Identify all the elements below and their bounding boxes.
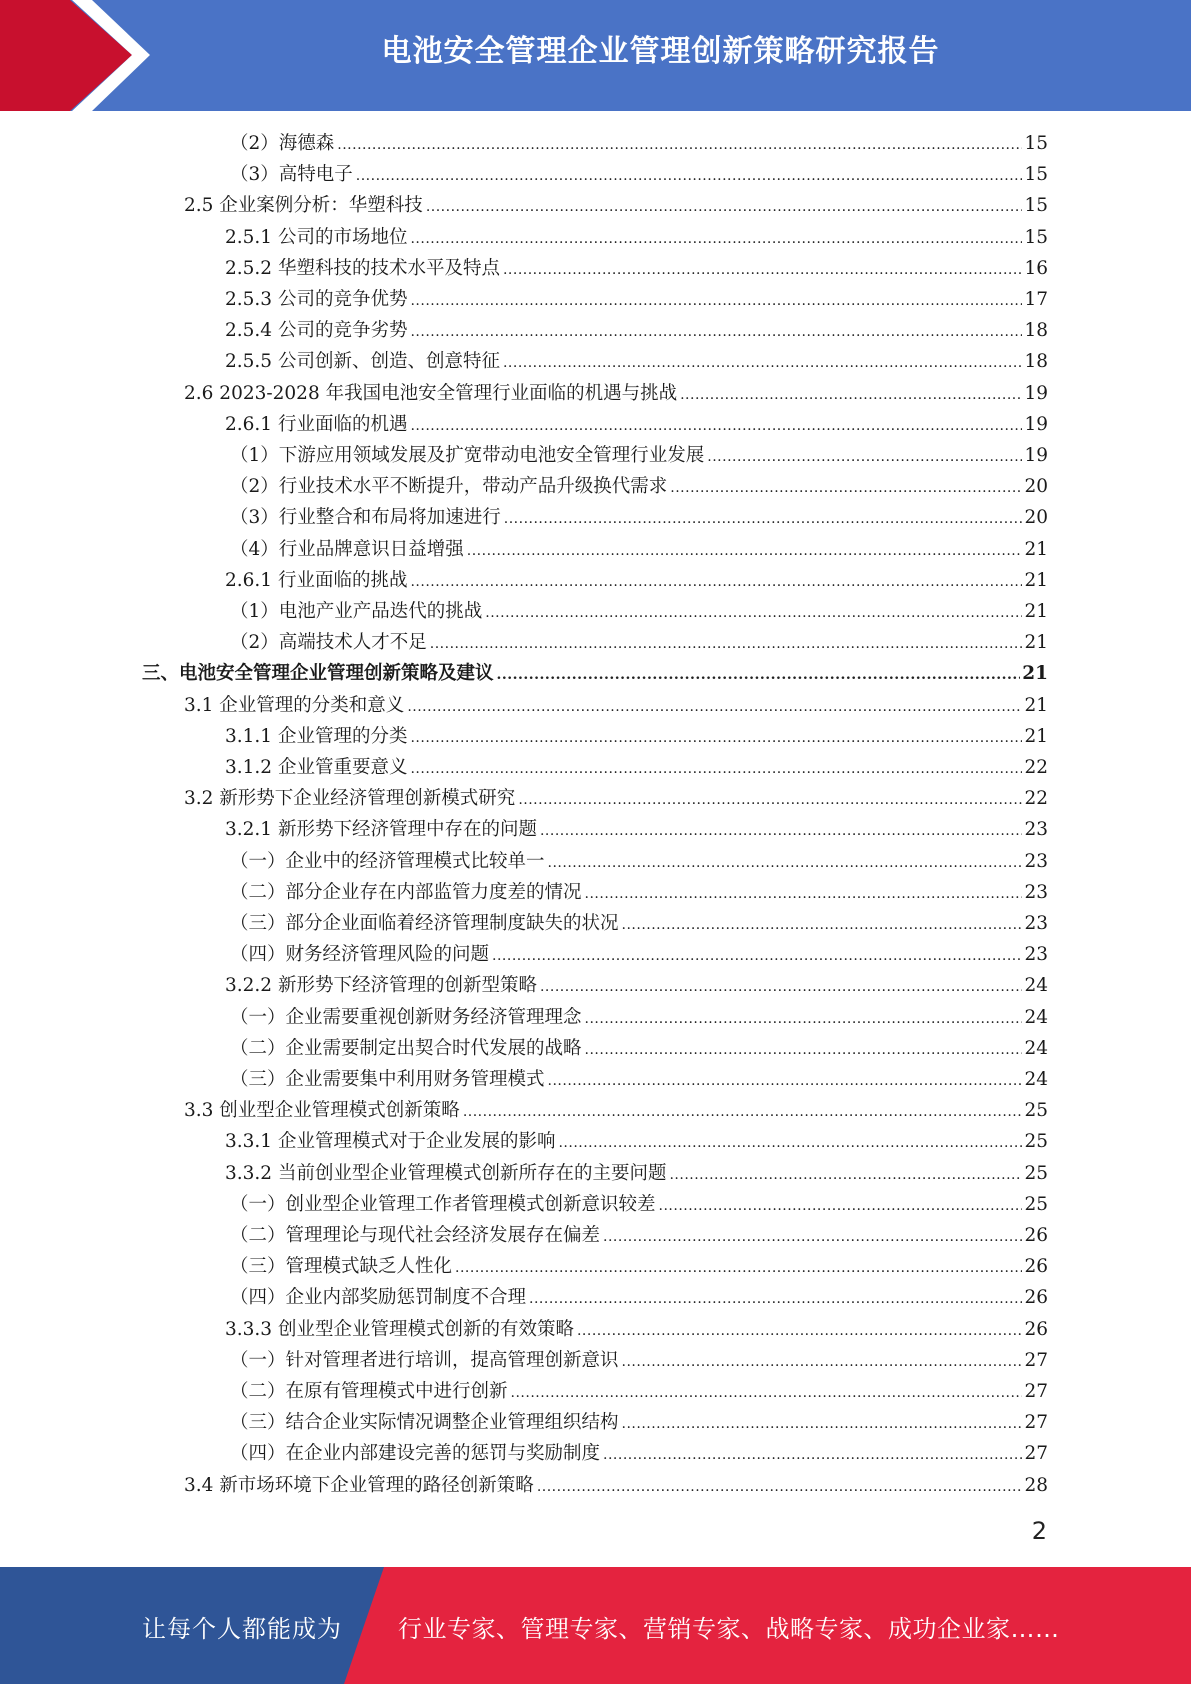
- toc-entry[interactable]: [225, 346, 1048, 377]
- toc-entry[interactable]: [225, 721, 1048, 752]
- toc-entry[interactable]: [230, 939, 1048, 970]
- toc-leader-dots: [577, 1316, 1022, 1347]
- toc-entry-page: 21: [1024, 538, 1048, 560]
- toc-entry[interactable]: [184, 190, 1048, 221]
- toc-entry-page: 15: [1024, 195, 1048, 217]
- toc-entry[interactable]: [225, 1158, 1048, 1189]
- toc-entry-page: 21: [1024, 694, 1048, 716]
- toc-leader-dots: [467, 536, 1023, 567]
- toc-entry[interactable]: [225, 253, 1048, 284]
- toc-entry[interactable]: [225, 284, 1048, 315]
- toc-leader-dots: [603, 1440, 1022, 1471]
- toc-entry[interactable]: [230, 846, 1048, 877]
- toc-entry[interactable]: [225, 565, 1048, 596]
- toc-entry[interactable]: [230, 1033, 1048, 1064]
- toc-entry-page: 25: [1024, 1193, 1048, 1215]
- toc-entry-label: 2.6 2023-2028 年我国电池安全管理行业面临的机遇与挑战: [184, 382, 678, 404]
- toc-entry-page: 19: [1024, 445, 1048, 466]
- toc-entry-page: 15: [1024, 133, 1048, 154]
- toc-entry-label: （二）在原有管理模式中进行创新: [230, 1381, 508, 1402]
- toc-entry-label: 2.5.4 公司的竞争劣势: [225, 320, 408, 342]
- toc-entry[interactable]: [230, 1407, 1048, 1438]
- toc-leader-dots: [497, 660, 1021, 691]
- toc-entry-label: （二）管理理论与现代社会经济发展存在偏差: [230, 1225, 601, 1246]
- toc-entry[interactable]: [184, 783, 1048, 814]
- toc-entry-label: （四）在企业内部建设完善的惩罚与奖励制度: [230, 1443, 601, 1465]
- toc-entry-label: （一）针对管理者进行培训，提高管理创新意识: [230, 1349, 619, 1371]
- toc-leader-dots: [337, 130, 1022, 161]
- toc-entry-page: 21: [1024, 601, 1048, 622]
- toc-entry-page: 22: [1024, 757, 1048, 778]
- toc-leader-dots: [585, 1035, 1023, 1066]
- toc-entry[interactable]: [230, 1220, 1048, 1251]
- toc-entry-label: （二）部分企业存在内部监管力度差的情况: [230, 881, 582, 903]
- toc-entry-label: （四）企业内部奖励惩罚制度不合理: [230, 1287, 527, 1309]
- toc-entry[interactable]: [230, 596, 1048, 627]
- toc-entry-label: （一）创业型企业管理工作者管理模式创新意识较差: [230, 1193, 656, 1215]
- toc-leader-dots: [485, 598, 1022, 629]
- toc-entry-page: 15: [1024, 226, 1048, 248]
- toc-entry[interactable]: [230, 627, 1048, 658]
- toc-leader-dots: [585, 879, 1023, 910]
- page-header: [0, 0, 1191, 111]
- toc-entry-page: 20: [1024, 476, 1048, 498]
- toc-leader-dots: [518, 785, 1022, 816]
- toc-entry-page: 27: [1024, 1412, 1048, 1434]
- toc-entry[interactable]: [225, 814, 1048, 845]
- toc-entry-page: 24: [1024, 1037, 1048, 1059]
- toc-entry-label: 2.5 企业案例分析：华塑科技: [184, 195, 423, 217]
- toc-entry-page: 21: [1024, 569, 1048, 591]
- toc-entry-page: 18: [1024, 320, 1048, 342]
- toc-leader-dots: [622, 910, 1023, 941]
- toc-entry-page: 27: [1024, 1381, 1048, 1402]
- toc-leader-dots: [463, 1097, 1023, 1128]
- toc-leader-dots: [430, 629, 1023, 660]
- toc-entry-page: 20: [1024, 507, 1048, 529]
- toc-entry-label: （三）管理模式缺乏人性化: [230, 1256, 453, 1278]
- toc-leader-dots: [548, 848, 1023, 879]
- toc-leader-dots: [504, 504, 1023, 535]
- toc-entry-label: （3）高特电子: [230, 164, 353, 186]
- toc-leader-dots: [410, 224, 1022, 255]
- toc-entry-page: 21: [1024, 725, 1048, 747]
- toc-entry-label: 3.1 企业管理的分类和意义: [184, 694, 405, 716]
- toc-entry[interactable]: [184, 690, 1048, 721]
- toc-entry-label: （三）部分企业面临着经济管理制度缺失的状况: [230, 913, 619, 934]
- toc-entry[interactable]: [225, 752, 1048, 783]
- toc-entry[interactable]: [230, 159, 1048, 190]
- toc-entry-page: 21: [1024, 632, 1048, 654]
- toc-entry[interactable]: [230, 471, 1048, 502]
- toc-leader-dots: [540, 972, 1022, 1003]
- toc-entry-label: （2）高端技术人才不足: [230, 632, 427, 654]
- toc-entry-label: （二）企业需要制定出契合时代发展的战略: [230, 1037, 582, 1059]
- report-title: 电池安全管理企业管理创新策略研究报告: [381, 34, 940, 69]
- toc-entry-label: 三、电池安全管理企业管理创新策略及建议: [142, 663, 494, 685]
- toc-entry-label: 2.5.3 公司的竞争优势: [225, 289, 408, 310]
- toc-entry-page: 26: [1024, 1287, 1048, 1309]
- toc-leader-dots: [622, 1409, 1023, 1440]
- toc-entry[interactable]: [230, 534, 1048, 565]
- toc-entry[interactable]: [230, 502, 1048, 533]
- toc-entry[interactable]: [225, 222, 1048, 253]
- toc-leader-dots: [707, 442, 1022, 473]
- toc-entry-page: 28: [1024, 1474, 1048, 1496]
- toc-entry-page: 27: [1024, 1443, 1048, 1465]
- toc-entry-label: 3.1.2 企业管重要意义: [225, 757, 408, 778]
- toc-entry-page: 15: [1024, 164, 1048, 186]
- toc-entry-label: 3.2.1 新形势下经济管理中存在的问题: [225, 819, 537, 841]
- toc-entry-label: 3.4 新市场环境下企业管理的路径创新策略: [184, 1474, 534, 1496]
- toc-leader-dots: [669, 1160, 1022, 1191]
- toc-entry[interactable]: [230, 1189, 1048, 1220]
- toc-entry[interactable]: [225, 409, 1048, 440]
- toc-entry-page: 26: [1024, 1256, 1048, 1278]
- toc-leader-dots: [622, 1347, 1023, 1378]
- toc-leader-dots: [410, 411, 1022, 442]
- toc-leader-dots: [548, 1066, 1023, 1097]
- toc-entry-page: 18: [1024, 351, 1048, 373]
- toc-entry-label: （一）企业需要重视创新财务经济管理理念: [230, 1006, 582, 1028]
- toc-leader-dots: [540, 816, 1022, 847]
- toc-entry[interactable]: [230, 128, 1048, 159]
- toc-entry-page: 26: [1024, 1318, 1048, 1340]
- toc-entry-label: 3.3 创业型企业管理模式创新策略: [184, 1100, 460, 1122]
- toc-entry-label: （3）行业整合和布局将加速进行: [230, 507, 501, 529]
- toc-entry[interactable]: [230, 1002, 1048, 1033]
- toc-entry-label: （2）海德森: [230, 133, 335, 154]
- toc-entry[interactable]: [225, 1314, 1048, 1345]
- toc-leader-dots: [503, 255, 1022, 286]
- toc-entry-label: 2.5.2 华塑科技的技术水平及特点: [225, 257, 500, 279]
- toc-leader-dots: [537, 1472, 1023, 1503]
- toc-entry-page: 17: [1024, 289, 1048, 310]
- toc-entry-label: 3.3.2 当前创业型企业管理模式创新所存在的主要问题: [225, 1162, 667, 1184]
- toc-entry-page: 23: [1024, 881, 1048, 903]
- toc-leader-dots: [410, 317, 1022, 348]
- toc-entry-page: 19: [1024, 382, 1048, 404]
- toc-entry-label: 3.2.2 新形势下经济管理的创新型策略: [225, 975, 537, 997]
- toc-entry[interactable]: [230, 877, 1048, 908]
- toc-entry-page: 25: [1024, 1162, 1048, 1184]
- toc-leader-dots: [680, 380, 1022, 411]
- toc-entry[interactable]: [225, 970, 1048, 1001]
- toc-leader-dots: [558, 1128, 1022, 1159]
- toc-entry[interactable]: [142, 658, 1048, 689]
- toc-leader-dots: [410, 754, 1022, 785]
- toc-entry-label: （2）行业技术水平不断提升，带动产品升级换代需求: [230, 476, 668, 498]
- toc-entry-page: 27: [1024, 1349, 1048, 1371]
- toc-entry-page: 16: [1024, 257, 1048, 279]
- toc-leader-dots: [603, 1222, 1022, 1253]
- toc-entry-page: 23: [1024, 944, 1048, 966]
- footer-slogan-left: 让每个人都能成为: [142, 1615, 342, 1643]
- toc-leader-dots: [455, 1253, 1022, 1284]
- toc-entry[interactable]: [230, 440, 1048, 471]
- toc-leader-dots: [426, 192, 1023, 223]
- toc-entry[interactable]: [184, 1095, 1048, 1126]
- toc-entry-page: 23: [1024, 819, 1048, 841]
- toc-leader-dots: [529, 1284, 1022, 1315]
- toc-entry[interactable]: [225, 315, 1048, 346]
- toc-entry-page: 24: [1024, 1069, 1048, 1090]
- toc-entry-label: （4）行业品牌意识日益增强: [230, 538, 464, 560]
- toc-entry[interactable]: [225, 1126, 1048, 1157]
- toc-leader-dots: [410, 723, 1022, 754]
- toc-leader-dots: [585, 1004, 1023, 1035]
- toc-entry-page: 24: [1024, 1006, 1048, 1028]
- toc-entry-label: （1）下游应用领域发展及扩宽带动电池安全管理行业发展: [230, 445, 705, 466]
- toc-entry-page: 22: [1024, 788, 1048, 810]
- toc-entry-page: 24: [1024, 975, 1048, 997]
- toc-entry-label: 2.5.5 公司创新、创造、创意特征: [225, 351, 500, 373]
- toc-entry[interactable]: [230, 908, 1048, 939]
- toc-entry[interactable]: [230, 1282, 1048, 1313]
- toc-entry-label: 2.6.1 行业面临的挑战: [225, 569, 408, 591]
- toc-leader-dots: [407, 692, 1022, 723]
- page-footer: [0, 1567, 1191, 1684]
- toc-entry-page: 23: [1024, 850, 1048, 872]
- toc-entry[interactable]: [230, 1438, 1048, 1469]
- toc-entry-label: （一）企业中的经济管理模式比较单一: [230, 850, 545, 872]
- toc-entry-label: （四）财务经济管理风险的问题: [230, 944, 490, 966]
- toc-entry-page: 25: [1024, 1131, 1048, 1153]
- toc-entry-label: （三）企业需要集中利用财务管理模式: [230, 1069, 545, 1090]
- toc-entry-page: 25: [1024, 1100, 1048, 1122]
- toc-leader-dots: [410, 567, 1022, 598]
- toc-entry-label: 3.2 新形势下企业经济管理创新模式研究: [184, 788, 516, 810]
- toc-entry[interactable]: [230, 1251, 1048, 1282]
- toc-leader-dots: [659, 1191, 1023, 1222]
- toc-leader-dots: [410, 286, 1022, 317]
- toc-entry-label: 3.1.1 企业管理的分类: [225, 725, 408, 747]
- toc-entry-page: 23: [1024, 913, 1048, 934]
- toc-entry[interactable]: [184, 1470, 1048, 1501]
- toc-leader-dots: [356, 161, 1023, 192]
- toc-entry[interactable]: [230, 1064, 1048, 1095]
- toc-entry-page: 19: [1024, 413, 1048, 435]
- toc-entry-label: （三）结合企业实际情况调整企业管理组织结构: [230, 1412, 619, 1434]
- toc-entry-page: 21: [1022, 663, 1048, 685]
- toc-entry[interactable]: [230, 1376, 1048, 1407]
- toc-leader-dots: [511, 1378, 1023, 1409]
- toc-entry-label: （1）电池产业产品迭代的挑战: [230, 601, 483, 622]
- toc-leader-dots: [670, 473, 1022, 504]
- toc-entry[interactable]: [230, 1345, 1048, 1376]
- toc-leader-dots: [492, 941, 1022, 972]
- toc-entry-label: 3.3.1 企业管理模式对于企业发展的影响: [225, 1131, 556, 1153]
- toc-entry-label: 3.3.3 创业型企业管理模式创新的有效策略: [225, 1318, 574, 1340]
- footer-slogan-right: 行业专家、管理专家、营销专家、战略专家、成功企业家……: [398, 1615, 1060, 1643]
- toc-entry[interactable]: [184, 378, 1048, 409]
- toc-entry-page: 26: [1024, 1225, 1048, 1246]
- page-number: 2: [1031, 1517, 1047, 1545]
- toc-entry-label: 2.5.1 公司的市场地位: [225, 226, 408, 248]
- toc-entry-label: 2.6.1 行业面临的机遇: [225, 413, 408, 435]
- toc-leader-dots: [503, 348, 1022, 379]
